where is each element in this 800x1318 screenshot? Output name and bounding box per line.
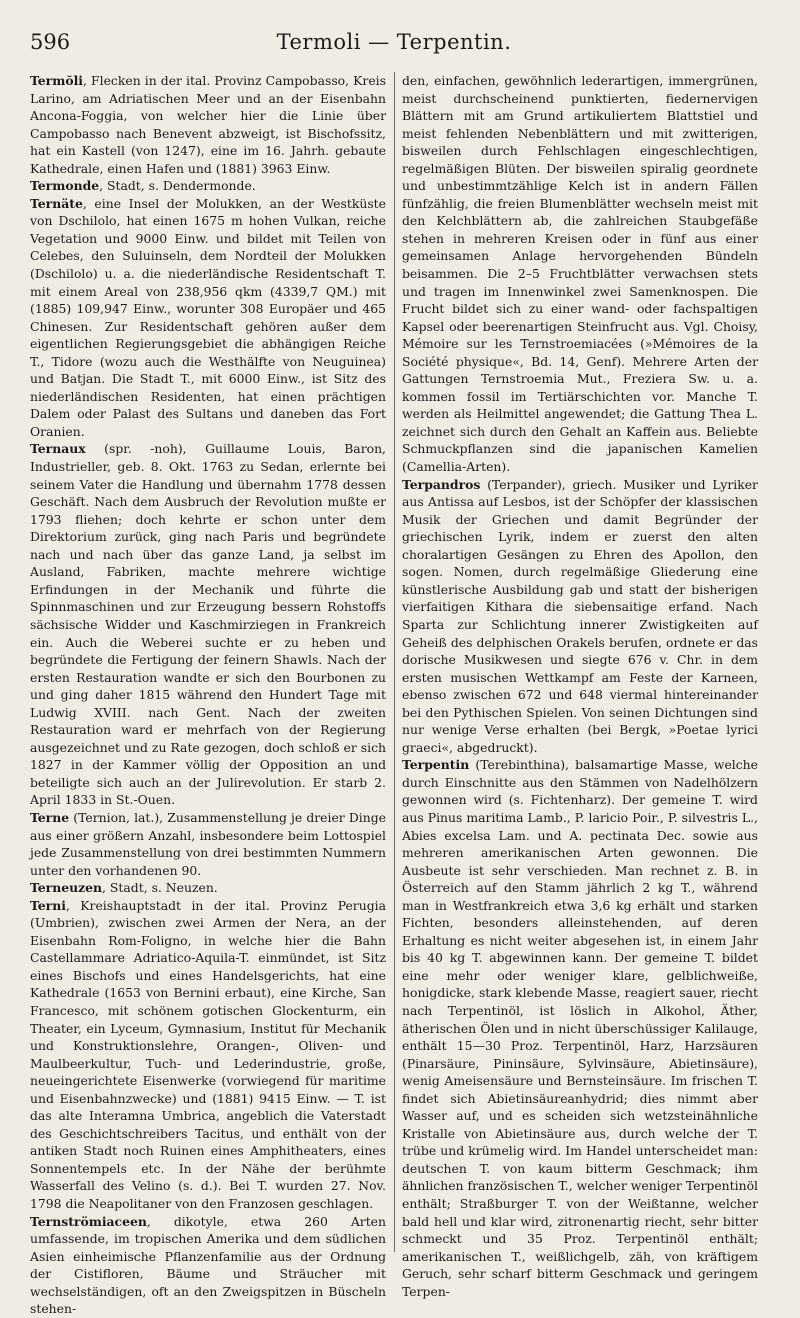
entry-text: (spr. -noh), Guillaume Louis, Baron, Industrieller, geb. 8. Okt. 1763 zu Sedan, erlernte bei seinem Vater die Handlung und übernahm 1778 dessen Geschäft. Nach dem Ausbruch der Revolution mußte er 1793 fliehen; doch kehrte er schon unter dem Direktorium zurück, ging nach Paris und begründete nach und nach über das ganze Land, ja selbst im Ausland, Fabriken, machte mehrere wichtige Erfindungen in der Mechanik und führte die Spinnmaschinen und zur Erzeugung bessern Rohstoffs sächsische Widder und Kaschmirziegen in Frankreich ein. Auch die Weberei suchte er zu heben und begründete die Fertigung der feinern Shawls. Nach der ersten Restauration wandte er sich den Bourbonen zu und ging daher 1815 während den Hundert Tage mit Ludwig XVIII. nach Gent. Nach der zweiten Restauration ward er mehrfach von der Regierung ausgezeichnet und zu Rate gezogen, doch schloß er sich 1827 in der Kammer völlig der Opposition an und beteiligte sich auch an der Julirevolution. Er starb 2. April 1833 in St.-Ouen. [30,441,386,808]
dictionary-entry [30,72,386,177]
dictionary-entry [30,809,386,879]
entry-lemma: Terneuzen [30,880,103,896]
dictionary-entry [402,476,758,757]
entry-text: , Stadt, s. Dendermonde. [99,178,256,194]
entry-text: den, einfachen, gewöhnlich lederartigen, immergrünen, meist durchscheinend punktierten, fiedernervigen Blättern mit am Grund artikuliertem Blattstiel und meist fehlenden Nebenblättern und mit zwitterigen, bisweilen durch Fehlschlagen eingeschlechtigen, regelmäßigen Blüten. Der bisweilen spiralig geordnete und unbestimmtzählige Kelch ist in andern Fällen fünfzählig, die freien Blumenblätter wechseln meist mit den Kelchblättern ab, die zahlreichen Staubgefäße stehen in mehreren Kreisen oder in fünf aus einer gemeinsamen Anlage hervorgehenden Bündeln beisammen. Die 2–5 Fruchtblätter verwachsen stets und tragen im Innenwinkel zwei Samenknospen. Die Frucht bildet sich zu einer wand- oder fachspaltigen Kapsel oder beerenartigen Steinfrucht aus. Vgl. Choisy, Mémoire sur les Ternstroemiacées (»Mémoires de la Société physique«, Bd. 14, Genf). Mehrere Arten der Gattungen Ternstroemia Mut., Freziera Sw. u. a. kommen fossil im Tertiärschichten vor. Manche T. werden als Heilmittel angewendet; die Gattung Thea L. zeichnet sich durch den Gehalt an Kaffein aus. Beliebte Schmuckpflanzen sind die japanischen Kamelien (Camellia-Arten). [402,73,758,475]
entry-lemma: Terni [30,897,66,913]
entry-text: , dikotyle, etwa 260 Arten umfassende, im tropischen Amerika und dem südlichen Asien einheimische Pflanzenfamilie aus der Ordnung der Cistifloren, Bäume und Sträucher mit wechselständigen, oft an den Zweigspitzen in Büscheln stehen- [30,1213,386,1317]
entry-lemma: Termonde [30,178,100,194]
left-column [30,72,386,1317]
page-number: 596 [30,30,71,54]
dictionary-entry [30,897,386,1213]
entry-text: , Kreishauptstadt in der ital. Provinz Perugia (Umbrien), zwischen zwei Armen der Nera, an der Eisenbahn Rom-Foligno, in welche hier die Bahn Castellammare Adriatico-Aquila-T. einmündet, ist Sitz eines Bischofs und eines Handelsgerichts, hat eine Kathedrale (1653 von Bernini erbaut), eine Kirche, San Francesco, mit schönem gotischen Glockenturm, ein Theater, ein Lyceum, Gymnasium, Institut für Mechanik und Konstruktionslehre, Orangen-, Oliven- und Maulbeerkultur, Tuch- und Lederindustrie, große, neueingerichtete Eisenwerke (vorwiegend für maritime und Eisenbahnzwecke) und (1881) 9415 Einw. — T. ist das alte Interamna Umbrica, angeblich die Vaterstadt des Geschichtschreibers Tacitus, und enthält von der antiken Stadt noch Ruinen eines Amphitheaters, eines Sonnentempels etc. In der Nähe der berühmte Wasserfall des Velino (s. d.). Bei T. wurden 27. Nov. 1798 die Neapolitaner von den Franzosen geschlagen. [30,897,386,1211]
dictionary-entry [402,756,758,1300]
right-column [402,72,758,1299]
running-title: Termoli — Terpentin. [276,30,512,54]
entry-lemma: Termŏli [30,73,83,88]
entry-lemma: Ternaux [30,441,86,457]
dictionary-entry [402,72,758,476]
entry-lemma: Terne [30,809,70,825]
dictionary-entry [30,195,386,441]
entry-text: , Stadt, s. Neuzen. [102,880,218,896]
entry-lemma: Terpandros [402,476,481,492]
text-columns [30,72,758,1317]
dictionary-entry [30,879,386,897]
entry-lemma: Ternäte [30,195,83,211]
entry-text: , eine Insel der Molukken, an der Westküste von Dschilolo, hat einen 1675 m hohen Vulkan, reiche Vegetation und 9000 Einw. und bildet mit Teilen von Celebes, den Suluinseln, dem Nordteil der Molukken (Dschilolo) u. a. die niederländische Residentschaft T. mit einem Areal von 238,956 qkm (4339,7 QM.) mit (1885) 109,947 Einw., worunter 308 Europäer und 465 Chinesen. Zur Residentschaft gehören außer dem eigentlichen Regierungsgebiet die abhängigen Reiche T., Tidore (wozu auch die Westhälfte von Neuguinea) und Batjan. Die Stadt T., mit 6000 Einw., ist Sitz des niederländischen Residenten, hat einen prächtigen Dalem oder Palast des Sultans und daneben das Fort Oranien. [30,195,386,439]
column-divider [394,72,395,1252]
entry-text: (Terebinthina), balsamartige Masse, welche durch Einschnitte aus den Stämmen von Nadelhölzern gewonnen wird (s. Fichtenharz). Der gemeine T. wird aus Pinus maritima Lamb., P. laricio Poir., P. silvestris L., Abies excelsa Lam. und A. pectinata Dec. sowie aus mehreren amerikanischen Arten gewonnen. Die Ausbeute ist sehr verschieden. Man rechnet z. B. in Österreich auf den Stamm jährlich 2 kg T., während man in Westfrankreich etwa 3,6 kg erhält und starken Fichten, besonders alleinstehenden, auf deren Erhaltung es nicht weiter abgesehen ist, in einem Jahr bis 40 kg T. abgewinnen kann. Der gemeine T. bildet eine mehr oder weniger klare, gelblichweiße, honigdicke, stark klebende Masse, reagiert sauer, riecht nach Terpentinöl, ist löslich in Alkohol, Äther, ätherischen Ölen und in nicht überschüssiger Kalilauge, enthält 15—30 Proz. Terpentinöl, Harz, Harzsäuren (Pinarsäure, Pininsäure, Sylvinsäure, Abietinsäure), wenig Ameisensäure und Bernsteinsäure. Im frischen T. findet sich Abietinsäureanhydrid; dies nimmt aber Wasser auf, und es scheiden sich wetzsteinähnliche Kristalle von Abietinsäure aus, durch welche der T. trübe und krümelig wird. Im Handel unterscheidet man: deutschen T. von kaum bitterm Geschmack; ihm ähnlichen französischen T., welcher weniger Terpentinöl enthält; Straßburger T. von der Weißtanne, welcher bald hell und klar wird, zitronenartig riecht, sehr bitter schmeckt und 35 Proz. Terpentinöl enthält; amerikanischen T., weißlichgelb, zäh, von kräftigem Geruch, sehr scharf bitterm Geschmack und geringem Terpen- [402,757,758,1299]
page-header [30,30,758,60]
dictionary-entry [30,1213,386,1318]
entry-text: (Ternion, lat.), Zusammenstellung je dreier Dinge aus einer größern Anzahl, insbesondere beim Lottospiel jede Zusammenstellung von drei bestimmten Nummern unter den vorhandenen 90. [30,809,386,878]
dictionary-entry [30,177,386,195]
entry-text: , Flecken in der ital. Provinz Campobasso, Kreis Larino, am Adriatischen Meer und an der Eisenbahn Ancona-Foggia, von welcher hier die Linie über Campobasso nach Benevent abzweigt, ist Bischofssitz, hat ein Kastell (von 1247), eine im 16. Jahrh. gebaute Kathedrale, einen Hafen und (1881) 3963 Einw. [30,73,386,176]
entry-text: (Terpander), griech. Musiker und Lyriker aus Antissa auf Lesbos, ist der Schöpfer der klassischen Musik der Griechen und damit Begründer der griechischen Lyrik, indem er zuerst den alten choralartigen Gesängen zu Ehren des Apollon, den sogen. Nomen, durch regelmäßige Gliederung eine künstlerische Ausbildung gab und statt der bisherigen vierfaitigen Kithara die siebensaitige erfand. Nach Sparta zur Schlichtung innerer Zwistigkeiten auf Geheiß des delphischen Orakels berufen, ordnete er das dorische Musikwesen und siegte 676 v. Chr. in dem ersten musischen Wettkampf am Feste der Karneen, ebenso zwischen 672 und 648 viermal hintereinander bei den Pythischen Spielen. Von seinen Dichtungen sind nur wenige Verse erhalten (bei Bergk, »Poetae lyrici graeci«, abgedruckt). [402,476,758,755]
entry-lemma: Ternströmiaceen [30,1213,147,1229]
entry-lemma: Terpentin [402,757,470,773]
dictionary-entry [30,440,386,808]
